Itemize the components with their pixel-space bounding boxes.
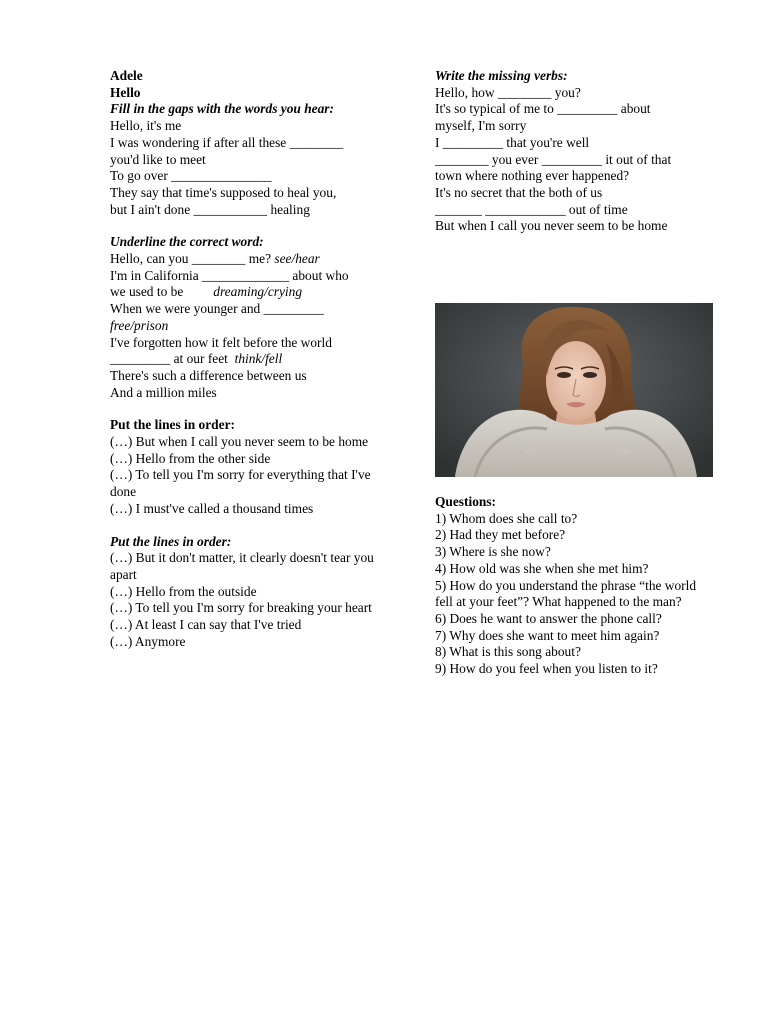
question-item: 4) How old was she when she met him? [435, 560, 649, 576]
lyric-line: we used to be dreaming/crying [110, 284, 303, 300]
lyric-line: It's so typical of me to _________ about [435, 101, 651, 117]
word-options: see/hear [274, 251, 320, 267]
question-item: 8) What is this song about? [435, 644, 581, 660]
section-heading-order-1: Put the lines in order: [110, 417, 235, 433]
lyric-line: To go over _______________ [110, 168, 272, 184]
word-options: free/prison [110, 317, 169, 333]
order-item: (…) To tell you I'm sorry for everything that I've done [110, 467, 371, 500]
question-item: 5) How do you understand the phrase “the world fell at your feet”? What happened to the man? [435, 577, 697, 610]
lyric-line: _______ ____________ out of time [435, 201, 628, 217]
section-heading-underline: Underline the correct word: [110, 234, 264, 250]
lyric-line: you'd like to meet [110, 151, 206, 167]
order-item: (…) To tell you I'm sorry for breaking your heart [110, 600, 372, 616]
lyric-line: Hello, how ________ you? [435, 84, 581, 100]
lyric-line: Hello, it's me [110, 118, 182, 134]
left-column [110, 68, 400, 651]
lyric-line: I _________ that you're well [435, 134, 590, 150]
lyric-line: They say that time's supposed to heal you, [110, 184, 337, 200]
lyric-line: ________ you ever _________ it out of that [435, 151, 672, 167]
lyric-line: When we were younger and _________ [110, 301, 324, 317]
lyric-line: Hello, can you ________ me? see/hear [110, 251, 320, 267]
lyric-line: I was wondering if after all these ________ [110, 134, 344, 150]
question-item: 6) Does he want to answer the phone call? [435, 610, 662, 626]
lyric-line: town where nothing ever happened? [435, 168, 630, 184]
lyric-line: There's such a difference between us [110, 367, 307, 383]
section-heading-missing-verbs: Write the missing verbs: [435, 68, 568, 83]
order-item: (…) I must've called a thousand times [110, 500, 314, 516]
questions-heading: Questions: [435, 494, 497, 509]
word-options: dreaming/crying [213, 284, 303, 300]
questions-section [435, 494, 725, 678]
lyric-line: myself, I'm sorry [435, 118, 527, 134]
question-item: 9) How do you feel when you listen to it? [435, 661, 658, 677]
lyric-line: _________ at our feet think/fell [110, 351, 283, 367]
lyric-line: but I ain't done ___________ healing [110, 201, 310, 217]
section-heading-fill-gaps: Fill in the gaps with the words you hear: [110, 101, 334, 117]
order-item: (…) Anymore [110, 633, 186, 649]
question-item: 7) Why does she want to meet him again? [435, 627, 660, 643]
lyric-line: It's no secret that the both of us [435, 184, 603, 200]
order-item: (…) But it don't matter, it clearly doesn't tear you apart [110, 550, 374, 582]
artist-name: Adele [110, 68, 143, 83]
section-heading-order-2: Put the lines in order: [110, 533, 232, 549]
right-column [435, 68, 725, 235]
lyric-line: But when I call you never seem to be home [435, 218, 668, 234]
question-item: 2) Had they met before? [435, 527, 566, 543]
word-options: think/fell [234, 351, 283, 367]
song-title: Hello [110, 84, 141, 100]
order-item: (…) Hello from the other side [110, 450, 271, 466]
order-item: (…) At least I can say that I've tried [110, 617, 302, 633]
question-item: 1) Whom does she call to? [435, 510, 578, 526]
order-item: (…) But when I call you never seem to be home [110, 434, 369, 450]
question-item: 3) Where is she now? [435, 544, 551, 560]
lyric-line: I'm in California _____________ about who [110, 267, 349, 283]
lyric-line: I've forgotten how it felt before the world [110, 334, 332, 350]
order-item: (…) Hello from the outside [110, 583, 257, 599]
lyric-line: And a million miles [110, 384, 217, 400]
singer-photo [435, 303, 713, 477]
